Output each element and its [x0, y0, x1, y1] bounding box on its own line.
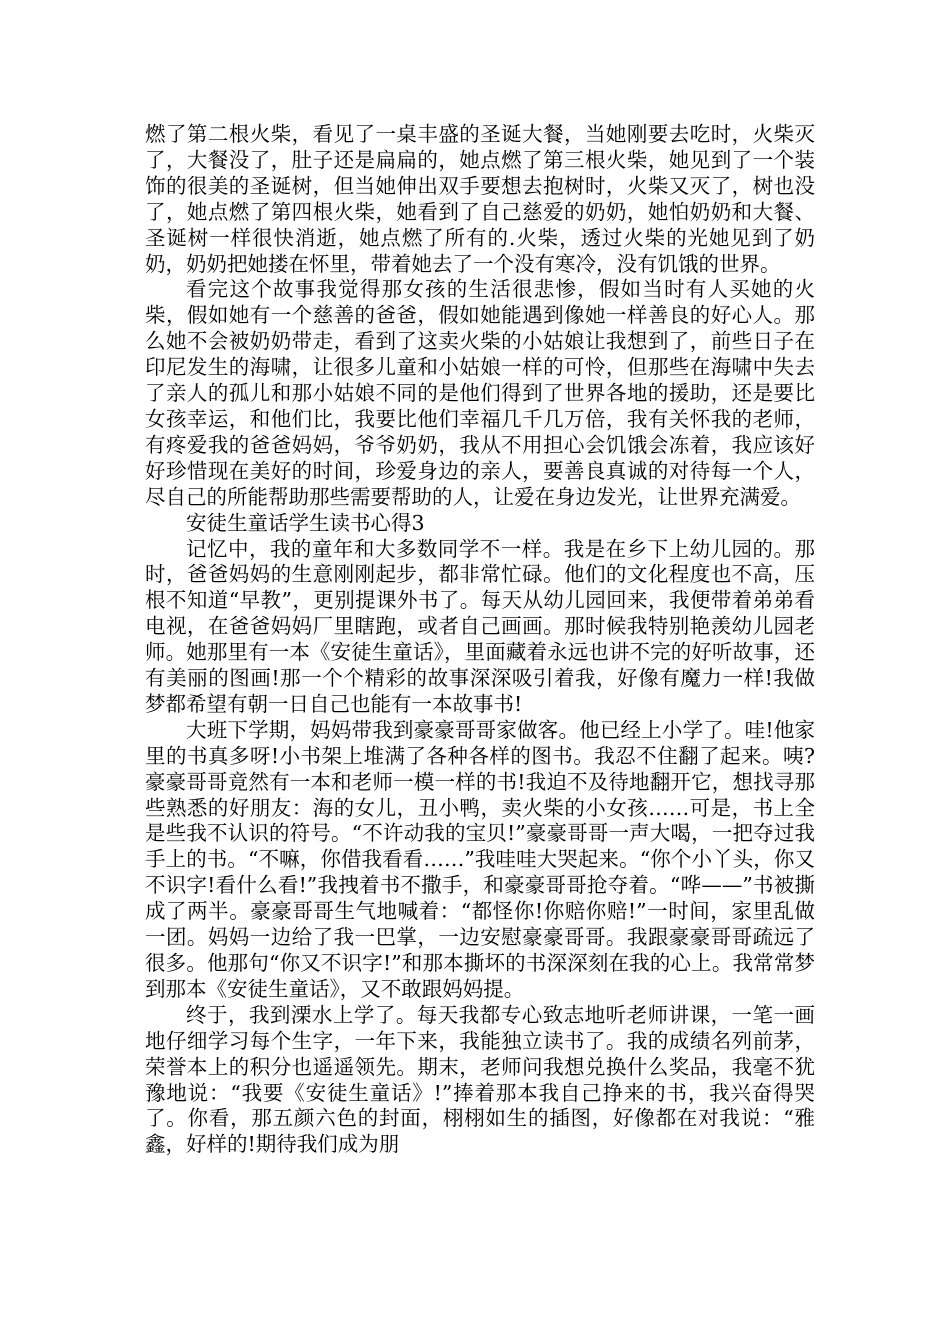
body-paragraph-3: 记忆中，我的童年和大多数同学不一样。我是在乡下上幼儿园的。那时，爸爸妈妈的生意刚刚起步，都非常忙碌。他们的文化程度也不高，压根不知道“早教”，更别提课外书了。每天从幼儿园回来，我便带着弟弟看电视，在爸爸妈妈厂里瞎跑，或者自己画画。那时候我特别艳羡幼儿园老师。她那里有一本《安徒生童话》，里面藏着永远也讲不完的好听故事，还有美丽的图画!那一个个精彩的故事深深吸引着我，好像有魔力一样!我做梦都希望有朝一日自己也能有一本故事书! [145, 536, 815, 716]
body-paragraph-4: 大班下学期，妈妈带我到豪豪哥哥家做客。他已经上小学了。哇!他家里的书真多呀!小书架上堆满了各种各样的图书。我忍不住翻了起来。咦?豪豪哥哥竟然有一本和老师一模一样的书!我迫不及待地翻开它，想找寻那些熟悉的好朋友：海的女儿，丑小鸭，卖火柴的小女孩……可是，书上全是些我不认识的符号。“不许动我的宝贝!”豪豪哥哥一声大喝，一把夺过我手上的书。“不嘛，你借我看看……”我哇哇大哭起来。“你个小丫头，你又不识字!看什么看!”我拽着书不撒手，和豪豪哥哥抢夺着。“哗——”书被撕成了两半。豪豪哥哥生气地喊着：“都怪你!你赔你赔!”一时间，家里乱做一团。妈妈一边给了我一巴掌，一边安慰豪豪哥哥。我跟豪豪哥哥疏远了很多。他那句“你又不识字!”和那本撕坏的书深深刻在我的心上。我常常梦到那本《安徒生童话》，又不敢跟妈妈提。 [145, 717, 815, 1001]
section-heading: 安徒生童话学生读书心得3 [186, 510, 425, 535]
document-page [145, 122, 815, 1158]
body-paragraph-2: 看完这个故事我觉得那女孩的生活很悲惨，假如当时有人买她的火柴，假如她有一个慈善的爸爸，假如她能遇到像她一样善良的好心人。那么她不会被奶奶带走，看到了这卖火柴的小姑娘让我想到了，前些日子在印尼发生的海啸，让很多儿童和小姑娘一样的可怜，但那些在海啸中失去了亲人的孤儿和那小姑娘不同的是他们得到了世界各地的援助，还是要比女孩幸运，和他们比，我要比他们幸福几千几万倍，我有关怀我的老师，有疼爱我的爸爸妈妈，爷爷奶奶，我从不用担心会饥饿会冻着，我应该好好珍惜现在美好的时间，珍爱身边的亲人，要善良真诚的对待每一个人，尽自己的所能帮助那些需要帮助的人，让爱在身边发光，让世界充满爱。 [145, 277, 815, 509]
body-paragraph-5: 终于，我到溧水上学了。每天我都专心致志地听老师讲课，一笔一画地仔细学习每个生字，一年下来，我能独立读书了。我的成绩名列前茅，荣誉本上的积分也遥遥领先。期末，老师问我想兑换什么奖品，我毫不犹豫地说：“我要《安徒生童话》!”捧着那本我自己挣来的书，我兴奋得哭了。你看，那五颜六色的封面，栩栩如生的插图，好像都在对我说：“雅鑫，好样的!期待我们成为朋 [145, 1002, 815, 1157]
body-paragraph-1: 燃了第二根火柴，看见了一桌丰盛的圣诞大餐，当她刚要去吃时，火柴灭了，大餐没了，肚子还是扁扁的，她点燃了第三根火柴，她见到了一个装饰的很美的圣诞树，但当她伸出双手要想去抱树时，火柴又灭了，树也没了，她点燃了第四根火柴，她看到了自己慈爱的奶奶，她怕奶奶和大餐、圣诞树一样很快消逝，她点燃了所有的.火柴，透过火柴的光她见到了奶奶，奶奶把她搂在怀里，带着她去了一个没有寒冷，没有饥饿的世界。 [145, 122, 815, 276]
